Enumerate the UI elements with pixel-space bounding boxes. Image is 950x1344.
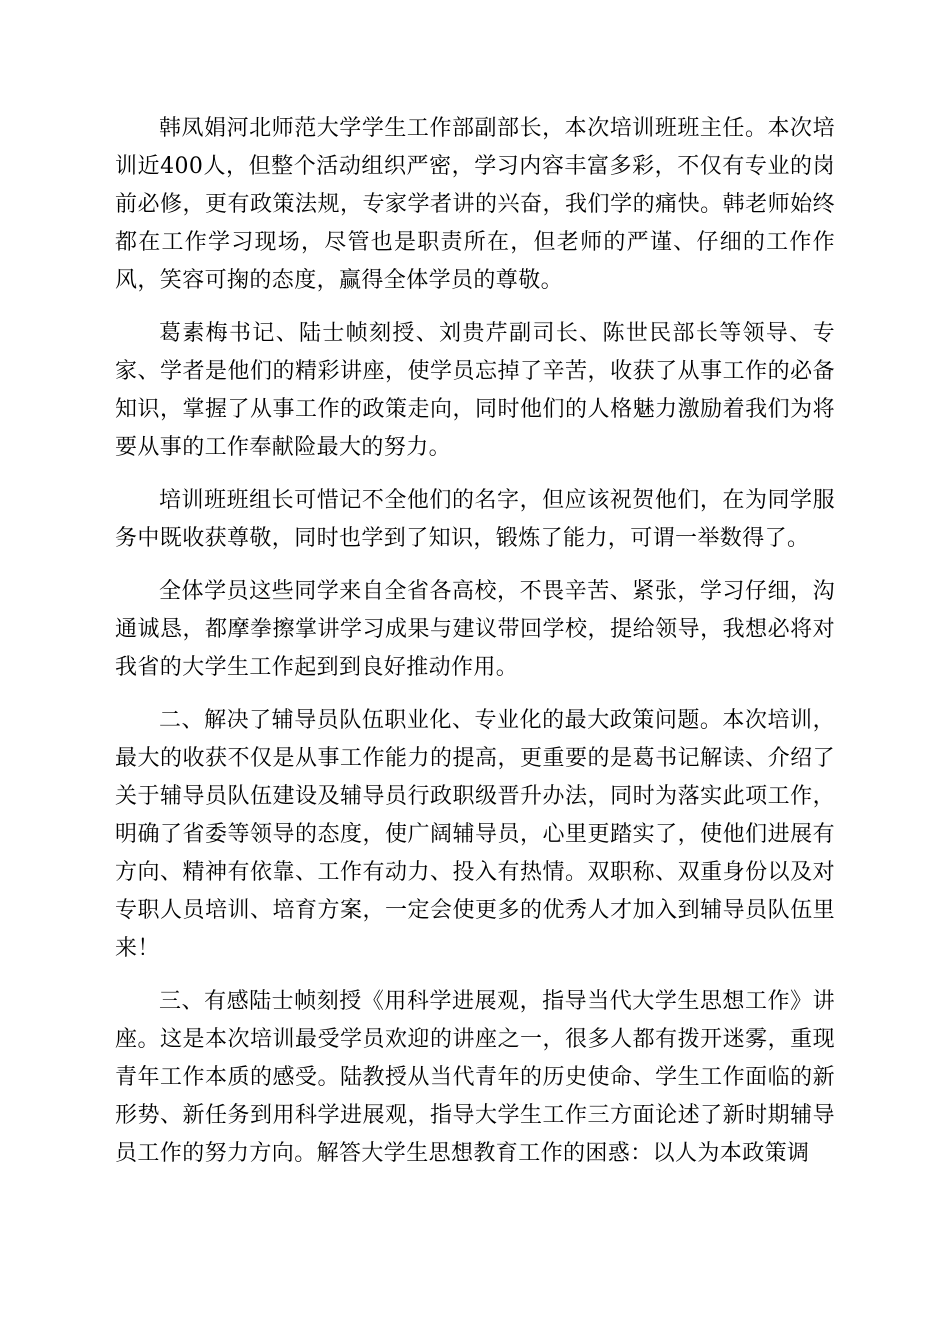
paragraph-5: 二、解决了辅导员队伍职业化、专业化的最大政策问题。本次培训，最大的收获不仅是从事工作能力的提高，更重要的是葛书记解读、介绍了关于辅导员队伍建设及辅导员行政职级晋升办法，同时为落实此项工作，明确了省委等领导的态度，使广阔辅导员，心里更踏实了，使他们进展有方向、精神有依靠、工作有动力、投入有热情。双职称、双重身份以及对专职人员培训、培育方案，一定会使更多的优秀人才加入到辅导员队伍里来！ xyxy=(115,708,835,961)
paragraph-4: 全体学员这些同学来自全省各高校，不畏辛苦、紧张，学习仔细，沟通诚恳，都摩拳擦掌讲学习成果与建议带回学校，提给领导，我想必将对我省的大学生工作起到到良好推动作用。 xyxy=(115,579,835,680)
document-body xyxy=(115,110,835,1188)
paragraph-1: 韩凤娟河北师范大学学生工作部副部长，本次培训班班主任。本次培训近400人，但整个活动组织严密，学习内容丰富多彩，不仅有专业的岗前必修，更有政策法规，专家学者讲的兴奋，我们学的痛快。韩老师始终都在工作学习现场，尽管也是职责所在，但老师的严谨、仔细的工作作风，笑容可掬的态度，赢得全体学员的尊敬。 xyxy=(115,116,835,293)
paragraph-2: 葛素梅书记、陆士帧刻授、刘贵芹副司长、陈世民部长等领导、专家、学者是他们的精彩讲座，使学员忘掉了辛苦，收获了从事工作的必备知识，掌握了从事工作的政策走向，同时他们的人格魅力激励着我们为将要从事的工作奉献险最大的努力。 xyxy=(115,321,835,460)
paragraph-3: 培训班班组长可惜记不全他们的名字，但应该祝贺他们，在为同学服务中既收获尊敬，同时也学到了知识，锻炼了能力，可谓一举数得了。 xyxy=(115,488,835,551)
paragraph-6: 三、有感陆士帧刻授《用科学进展观，指导当代大学生思想工作》讲座。这是本次培训最受学员欢迎的讲座之一，很多人都有拨开迷雾，重现青年工作本质的感受。陆教授从当代青年的历史使命、学生工作面临的新形势、新任务到用科学进展观，指导大学生工作三方面论述了新时期辅导员工作的努力方向。解答大学生思想教育工作的困惑：以人为本政策调 xyxy=(115,989,835,1166)
